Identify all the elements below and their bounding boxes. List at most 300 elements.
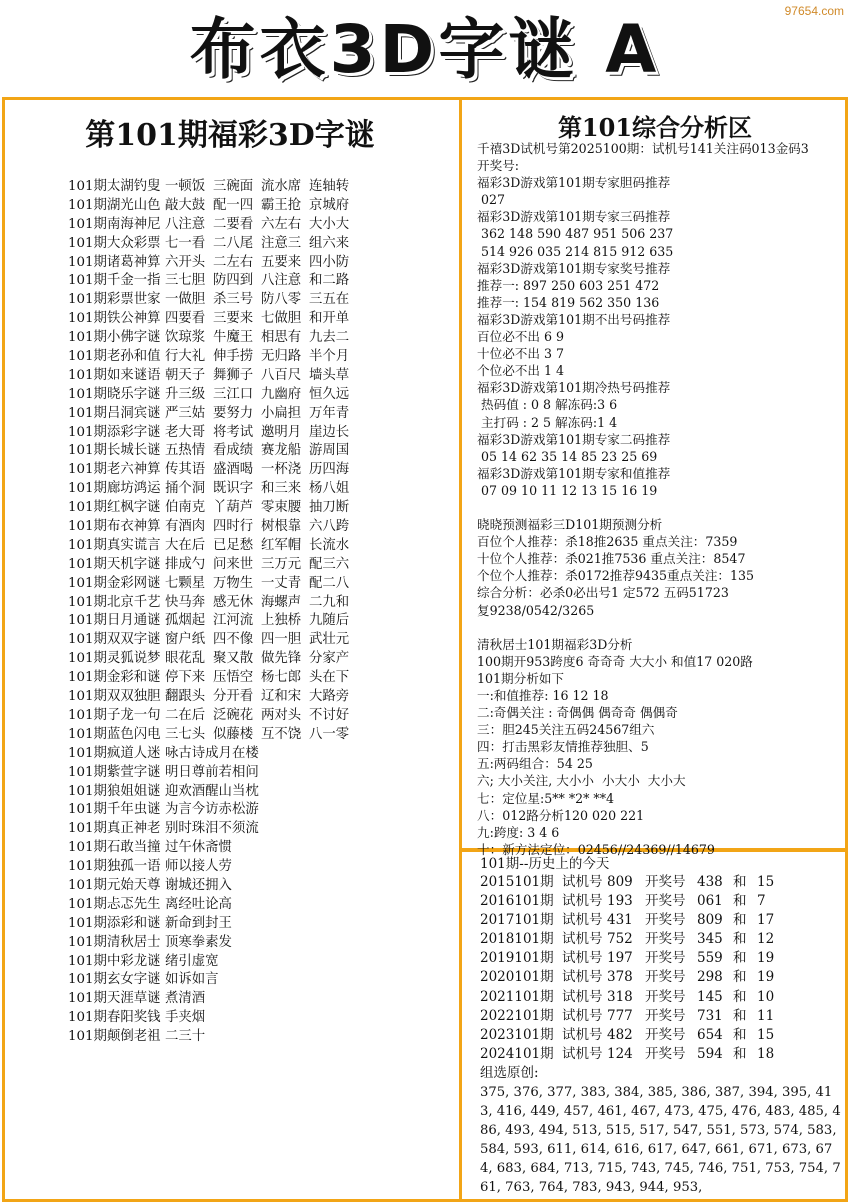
history-row: [480, 1026, 846, 1045]
analysis-line: 福彩3D游戏第101期专家二码推荐: [477, 431, 671, 447]
riddle-clue: 海螺声: [261, 594, 302, 610]
sum-label: 和: [733, 874, 747, 890]
riddle-clue: 窗户纸: [165, 632, 206, 648]
history-row: [480, 911, 846, 930]
riddle-clue: 流水席: [261, 179, 302, 194]
poem-row: [68, 745, 458, 764]
riddle-row: [68, 688, 458, 707]
riddle-clue: 七一看: [165, 235, 206, 251]
poem-name: 101期狼姐姐谜: [68, 783, 161, 799]
analysis-line: 二:奇偶关注 : 奇偶偶 偶奇奇 偶偶奇: [477, 705, 678, 721]
poem-row: [68, 820, 458, 839]
riddle-clue: 防八零: [261, 292, 302, 308]
riddle-name: 101期双双独胆: [68, 689, 161, 705]
riddle-clue: 要努力: [213, 405, 254, 421]
draw-label: 开奖号: [645, 1045, 686, 1062]
riddle-clue: 三五在: [309, 292, 350, 308]
riddle-clue: 压悟空: [213, 670, 254, 686]
poem-name: 101期疯道人迷: [68, 745, 161, 761]
poem-text: 明日尊前若相问: [165, 764, 259, 780]
history-row: [480, 1007, 846, 1026]
history-period: 2015101期: [480, 874, 554, 890]
sum-value: 15: [757, 874, 775, 890]
riddle-clue: 伯南克: [165, 500, 206, 516]
riddle-clue: 有酒肉: [165, 519, 206, 535]
riddle-clue: 二要看: [213, 216, 254, 232]
riddle-clue: 孤烟起: [165, 613, 206, 629]
riddle-clue: 三江口: [213, 386, 254, 402]
draw-number: 345: [697, 931, 723, 948]
riddle-clue: 杀三号: [213, 292, 254, 308]
riddle-row: [68, 424, 458, 443]
riddle-clue: 二在后: [165, 707, 206, 723]
riddle-clue: 问来世: [213, 556, 254, 572]
trial-label: 试机号: [562, 969, 603, 986]
poem-text: 谢城还拥入: [165, 877, 232, 893]
analysis-line: 四：打击黑彩友情推荐独胆、5: [477, 739, 649, 755]
analysis-line: 福彩3D游戏第101期专家和值推荐: [477, 465, 671, 481]
sum-label: 和: [733, 893, 747, 910]
poem-row: [68, 1009, 458, 1028]
sum-label: 和: [733, 988, 747, 1005]
riddle-name: 101期千金一指: [68, 273, 161, 289]
history-period: 2020101期: [480, 969, 554, 986]
analysis-line: 推荐一: 154 819 562 350 136: [477, 294, 660, 310]
riddle-name: 101期红枫字谜: [68, 500, 161, 516]
riddle-clue: 舞狮子: [213, 367, 254, 383]
riddle-clue: 互不饶: [261, 726, 302, 742]
riddle-name: 101期彩票世家: [68, 292, 161, 308]
riddle-clue: 将考试: [213, 424, 254, 440]
sum-label: 和: [733, 1007, 747, 1024]
riddle-clue: 辽和宋: [261, 689, 302, 705]
trial-number: 193: [607, 893, 633, 910]
riddle-list: [68, 178, 458, 1047]
riddle-clue: 四时行: [213, 519, 254, 535]
riddle-clue: 三七胆: [165, 273, 206, 289]
draw-label: 开奖号: [645, 1026, 686, 1043]
analysis-line: 福彩3D游戏第101期冷热号码推荐: [477, 380, 671, 396]
riddle-row: [68, 442, 458, 461]
trial-label: 试机号: [562, 988, 603, 1005]
riddle-name: 101期添彩字谜: [68, 424, 161, 440]
history-period: 2022101期: [480, 1007, 554, 1024]
riddle-name: 101期晓乐字谜: [68, 386, 161, 402]
analysis-line: 个位必不出 1 4: [477, 363, 565, 379]
history-period: 2023101期: [480, 1026, 554, 1043]
trial-number: 124: [607, 1045, 633, 1062]
riddle-clue: 三万元: [261, 556, 302, 572]
riddle-clue: 江河流: [213, 613, 254, 629]
riddle-name: 101期长城长谜: [68, 443, 161, 459]
analysis-line: 十位个人推荐：杀021推7536 重点关注：8547: [477, 551, 746, 567]
riddle-clue: 停下来: [165, 670, 206, 686]
combo-label: 组选原创:: [480, 1064, 539, 1081]
riddle-clue: 九幽府: [261, 386, 302, 402]
riddle-row: [68, 216, 458, 235]
analysis-list: [477, 140, 847, 858]
poem-text: 咏古诗成月在楼: [165, 745, 259, 761]
history-table: [480, 873, 846, 1064]
draw-number: 731: [697, 1007, 723, 1024]
riddle-clue: 一丈青: [261, 575, 302, 591]
analysis-line: 福彩3D游戏第101期专家三码推荐: [477, 209, 671, 225]
riddle-clue: 眼花乱: [165, 651, 206, 667]
riddle-clue: 八注意: [261, 273, 302, 289]
riddle-name: 101期灵狐说梦: [68, 651, 161, 667]
poem-name: 101期真正神老: [68, 821, 161, 837]
riddle-clue: 似藤楼: [213, 726, 254, 742]
riddle-clue: 红军帽: [261, 537, 302, 553]
history-period: 2018101期: [480, 931, 554, 948]
riddle-clue: 和二路: [309, 273, 350, 289]
riddle-row: [68, 329, 458, 348]
riddle-row: [68, 461, 458, 480]
riddle-name: 101期廊坊鸿运: [68, 481, 161, 497]
riddle-name: 101期双双字谜: [68, 632, 161, 648]
history-row: [480, 1045, 846, 1064]
poem-row: [68, 839, 458, 858]
draw-number: 654: [697, 1026, 723, 1043]
riddle-clue: 五要来: [261, 254, 302, 270]
sum-value: 18: [757, 1045, 775, 1062]
trial-number: 318: [607, 988, 633, 1005]
riddle-row: [68, 291, 458, 310]
riddle-clue: 六开头: [165, 254, 206, 270]
riddle-name: 101期诸葛神算: [68, 254, 161, 270]
riddle-clue: 八注意: [165, 216, 206, 232]
riddle-clue: 三碗面: [213, 179, 254, 194]
riddle-row: [68, 726, 458, 745]
riddle-row: [68, 707, 458, 726]
riddle-clue: 传其语: [165, 462, 206, 478]
riddle-clue: 做先锋: [261, 651, 302, 667]
poem-row: [68, 783, 458, 802]
riddle-clue: 赛龙船: [261, 443, 302, 459]
poem-text: 师以接人劳: [165, 859, 232, 875]
riddle-name: 101期大众彩票: [68, 235, 161, 251]
history-row: [480, 892, 846, 911]
riddle-clue: 墙头草: [309, 367, 350, 383]
analysis-line: 清秋居士101期福彩3D分析: [477, 636, 633, 652]
analysis-line: 362 148 590 487 951 506 237: [477, 226, 674, 242]
riddle-clue: 翻跟头: [165, 689, 206, 705]
analysis-line: 十位必不出 3 7: [477, 346, 565, 362]
analysis-line: 三：胆245关注五码24567组六: [477, 722, 655, 738]
draw-label: 开奖号: [645, 950, 686, 967]
analysis-line: 推荐一: 897 250 603 251 472: [477, 277, 660, 293]
poem-name: 101期颠倒老祖: [68, 1029, 161, 1045]
poem-text: 离经吐论高: [165, 896, 232, 912]
draw-number: 061: [697, 893, 723, 910]
analysis-line: 101期分析如下: [477, 670, 565, 686]
riddle-clue: 恒久远: [309, 386, 350, 402]
history-row: [480, 930, 846, 949]
poem-text: 二三十: [165, 1029, 206, 1045]
riddle-row: [68, 254, 458, 273]
history-period: 2021101期: [480, 988, 554, 1005]
poem-name: 101期元始天尊: [68, 877, 161, 893]
trial-number: 777: [607, 1007, 633, 1024]
riddle-clue: 万年青: [309, 405, 350, 421]
riddle-clue: 二左右: [213, 254, 254, 270]
draw-label: 开奖号: [645, 969, 686, 986]
draw-label: 开奖号: [645, 988, 686, 1005]
riddle-clue: 五热情: [165, 443, 206, 459]
riddle-name: 101期金彩网谜: [68, 575, 161, 591]
riddle-name: 101期如来谜语: [68, 367, 161, 383]
trial-number: 431: [607, 912, 633, 929]
riddle-clue: 三要来: [213, 311, 254, 327]
riddle-row: [68, 594, 458, 613]
draw-label: 开奖号: [645, 1007, 686, 1024]
riddle-row: [68, 310, 458, 329]
riddle-clue: 半个月: [309, 349, 350, 365]
history-period: 2019101期: [480, 950, 554, 967]
analysis-line: 百位个人推荐：杀18推2635 重点关注：7359: [477, 534, 738, 550]
history-row: [480, 949, 846, 968]
page-banner: [0, 6, 850, 94]
riddle-row: [68, 499, 458, 518]
riddle-clue: 防四到: [213, 273, 254, 289]
sum-label: 和: [733, 1026, 747, 1043]
riddle-clue: 和三来: [261, 481, 302, 497]
riddle-row: [68, 631, 458, 650]
riddle-clue: 注意三: [261, 235, 302, 251]
analysis-line: 07 09 10 11 12 13 15 16 19: [477, 482, 658, 498]
poem-row: [68, 971, 458, 990]
trial-number: 197: [607, 950, 633, 967]
riddle-clue: 武壮元: [309, 632, 350, 648]
poem-text: 过午休斋惯: [165, 840, 232, 856]
riddle-row: [68, 348, 458, 367]
poem-row: [68, 990, 458, 1009]
riddle-name: 101期金彩和谜: [68, 670, 161, 686]
riddle-clue: 捅个洞: [165, 481, 206, 497]
riddle-clue: 盛酒喝: [213, 462, 254, 478]
poem-text: 迎欢酒醒山当枕: [165, 783, 259, 799]
poem-name: 101期清秋居士: [68, 934, 161, 950]
riddle-clue: 游周国: [309, 443, 350, 459]
sum-label: 和: [733, 1045, 747, 1062]
riddle-clue: 升三级: [165, 386, 206, 402]
column-divider: [459, 97, 462, 1202]
history-section: [480, 855, 846, 1198]
riddle-clue: 抽刀断: [309, 500, 350, 516]
analysis-line: 五:两码组合：54 25: [477, 756, 593, 772]
draw-number: 594: [697, 1045, 723, 1062]
riddle-clue: 四一胆: [261, 632, 302, 648]
riddle-row: [68, 235, 458, 254]
riddle-clue: 三七头: [165, 726, 206, 742]
draw-number: 438: [697, 874, 723, 890]
poem-row: [68, 1028, 458, 1047]
poem-name: 101期中彩龙谜: [68, 953, 161, 969]
trial-label: 试机号: [562, 931, 603, 948]
riddle-clue: 无归路: [261, 349, 302, 365]
riddle-name: 101期湖光山色: [68, 197, 161, 213]
riddle-clue: 牛魔王: [213, 330, 254, 346]
riddle-clue: 小扁担: [261, 405, 302, 421]
riddle-clue: 八一零: [309, 726, 350, 742]
analysis-line: 十：新方法定位：02456//24369//14679: [477, 841, 715, 857]
poem-row: [68, 858, 458, 877]
riddle-clue: 一做胆: [165, 292, 206, 308]
trial-number: 809: [607, 874, 633, 890]
site-watermark: 97654.com: [784, 4, 844, 18]
riddle-clue: 组六来: [309, 235, 350, 251]
riddle-clue: 大在后: [165, 537, 206, 553]
riddle-clue: 相思有: [261, 330, 302, 346]
history-period: 2016101期: [480, 893, 554, 910]
riddle-clue: 八百尺: [261, 367, 302, 383]
poem-text: 顶寒拳素发: [165, 934, 232, 950]
riddle-clue: 四小防: [309, 254, 350, 270]
analysis-line: 六; 大小关注, 大小小 小大小 大小大: [477, 773, 686, 789]
riddle-clue: 伸手捞: [213, 349, 254, 365]
draw-number: 559: [697, 950, 723, 967]
riddle-clue: 老大哥: [165, 424, 206, 440]
riddle-clue: 配一四: [213, 197, 254, 213]
analysis-line: 八：012路分析120 020 221: [477, 807, 645, 823]
trial-label: 试机号: [562, 893, 603, 910]
analysis-section-title: 第101综合分析区: [557, 113, 753, 142]
sum-value: 19: [757, 969, 775, 986]
draw-label: 开奖号: [645, 912, 686, 929]
trial-label: 试机号: [562, 1007, 603, 1024]
riddle-clue: 树根靠: [261, 519, 302, 535]
analysis-line: 晓晓预测福彩三D101期预测分析: [477, 517, 663, 533]
analysis-line: 福彩3D游戏第101期专家胆码推荐: [477, 175, 671, 191]
riddle-name: 101期小佛字谜: [68, 330, 161, 346]
poem-row: [68, 896, 458, 915]
riddle-row: [68, 480, 458, 499]
riddle-row: [68, 537, 458, 556]
riddle-clue: 饮琼浆: [165, 330, 206, 346]
draw-number: 809: [697, 912, 723, 929]
poem-text: 煮清酒: [165, 991, 206, 1007]
riddle-clue: 分开看: [213, 689, 254, 705]
riddle-clue: 邀明月: [261, 424, 302, 440]
draw-number: 298: [697, 969, 723, 986]
poem-row: [68, 764, 458, 783]
poem-text: 别时珠泪不须流: [165, 821, 259, 837]
riddle-clue: 已足愁: [213, 537, 254, 553]
analysis-line: 福彩3D游戏第101期专家奖号推荐: [477, 260, 671, 276]
riddle-clue: 六左右: [261, 216, 302, 232]
analysis-line: 九:跨度: 3 4 6: [477, 824, 560, 840]
sum-label: 和: [733, 950, 747, 967]
riddle-clue: 万物生: [213, 575, 254, 591]
sum-value: 15: [757, 1026, 775, 1043]
trial-label: 试机号: [562, 874, 603, 890]
riddle-row: [68, 650, 458, 669]
riddle-clue: 丫葫芦: [213, 500, 254, 516]
riddle-clue: 不讨好: [309, 707, 350, 723]
riddle-clue: 历四海: [309, 462, 350, 478]
poem-name: 101期石敢当撞: [68, 840, 161, 856]
sum-value: 17: [757, 912, 775, 929]
history-row: [480, 988, 846, 1007]
poem-name: 101期玄女字谜: [68, 972, 161, 988]
riddle-row: [68, 197, 458, 216]
riddle-name: 101期真实谎言: [68, 537, 161, 553]
poem-name: 101期忐忑先生: [68, 896, 161, 912]
sum-label: 和: [733, 931, 747, 948]
riddle-clue: 排成勺: [165, 556, 206, 572]
riddle-clue: 两对头: [261, 707, 302, 723]
riddle-row: [68, 272, 458, 291]
riddle-clue: 上独桥: [261, 613, 302, 629]
analysis-line: 个位个人推荐：杀0172推荐9435重点关注：135: [477, 568, 755, 584]
riddle-clue: 长流水: [309, 537, 350, 553]
riddle-clue: 七颗星: [165, 575, 206, 591]
trial-label: 试机号: [562, 912, 603, 929]
trial-number: 378: [607, 969, 633, 986]
poem-row: [68, 915, 458, 934]
analysis-line: [477, 499, 847, 516]
riddle-clue: 严三姑: [165, 405, 206, 421]
riddle-row: [68, 518, 458, 537]
poem-text: 新命到封王: [165, 915, 232, 931]
poem-name: 101期紫萱字谜: [68, 764, 161, 780]
poem-name: 101期天涯草谜: [68, 991, 161, 1007]
riddle-clue: 快马奔: [165, 594, 206, 610]
history-title: 101期--历史上的今天: [480, 856, 610, 872]
riddle-clue: 头在下: [309, 670, 350, 686]
riddle-name: 101期子龙一句: [68, 707, 161, 723]
riddle-name: 101期太湖钓叟: [68, 179, 161, 194]
riddle-clue: 泛碗花: [213, 707, 254, 723]
analysis-line: 复9238/0542/3265: [477, 602, 595, 618]
riddle-clue: 敲大鼓: [165, 197, 206, 213]
history-period: 2024101期: [480, 1045, 554, 1062]
riddle-clue: 零束腰: [261, 500, 302, 516]
analysis-line: 热码值 : 0 8 解冻码:3 6: [477, 397, 618, 413]
riddle-row: [68, 178, 458, 197]
riddle-clue: 四要看: [165, 311, 206, 327]
trial-label: 试机号: [562, 1045, 603, 1062]
riddle-clue: 朝天子: [165, 367, 206, 383]
poem-name: 101期千年虫谜: [68, 802, 161, 818]
riddle-row: [68, 556, 458, 575]
analysis-line: 百位必不出 6 9: [477, 329, 565, 345]
riddle-clue: 看成绩: [213, 443, 254, 459]
draw-label: 开奖号: [645, 874, 686, 890]
analysis-line: 千禧3D试机号第2025100期：试机号141关注码013金码3: [477, 141, 809, 156]
analysis-line: 514 926 035 214 815 912 635: [477, 243, 674, 259]
riddle-name: 101期日月通谜: [68, 613, 161, 629]
history-row: [480, 968, 846, 987]
riddle-clue: 崖边长: [309, 424, 350, 440]
riddle-clue: 配二八: [309, 575, 350, 591]
draw-number: 145: [697, 988, 723, 1005]
poem-text: 手夹烟: [165, 1010, 206, 1026]
banner-title: 布衣3D字谜 A: [189, 11, 661, 88]
riddle-row: [68, 669, 458, 688]
analysis-line: 开奖号:: [477, 158, 520, 174]
analysis-line: 一:和值推荐: 16 12 18: [477, 688, 609, 703]
riddle-clue: 行大礼: [165, 349, 206, 365]
riddle-clue: 二八尾: [213, 235, 254, 251]
poem-row: [68, 801, 458, 820]
riddle-clue: 二九和: [309, 594, 350, 610]
poem-name: 101期春阳奖钱: [68, 1010, 161, 1026]
riddle-clue: 分家产: [309, 651, 350, 667]
sum-label: 和: [733, 969, 747, 986]
poem-row: [68, 877, 458, 896]
riddle-clue: 杨七郎: [261, 670, 302, 686]
